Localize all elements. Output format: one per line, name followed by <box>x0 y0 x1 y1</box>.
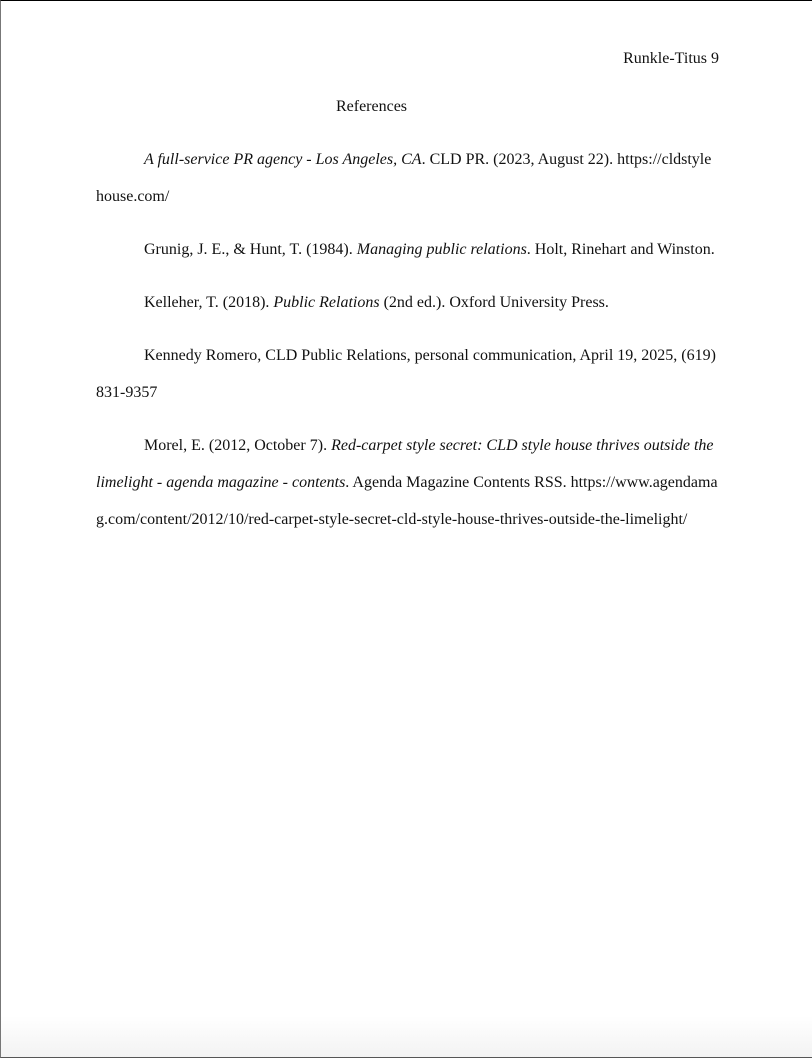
references-heading: References <box>335 98 408 115</box>
reference-entry-morel <box>96 427 718 538</box>
reference-entry-grunig <box>96 231 718 268</box>
reference-entry-cld-pr <box>96 141 718 215</box>
reference-title: Red-carpet style secret: CLD style house thrives outside the limelight - agenda magazine - contents <box>96 437 714 491</box>
reference-details: . Agenda Magazine Contents RSS. https://www.agendamag.com/content/2012/10/red-carpet-style-secret-cld-style-house-thrives-outside-the-limelight/ <box>96 474 718 528</box>
reference-details: (2nd ed.). Oxford University Press. <box>379 294 609 311</box>
reference-title: Managing public relations <box>356 241 527 258</box>
reference-title: A full-service PR agency - Los Angeles, CA <box>144 151 422 168</box>
reference-text: Kennedy Romero, CLD Public Relations, personal communication, April 19, 2025, (619) 831-9357 <box>96 347 716 401</box>
reference-authors: Morel, E. (2012, October 7). <box>144 437 332 454</box>
reference-list <box>96 141 718 538</box>
reference-entry-kelleher <box>96 284 718 321</box>
reference-title: Public Relations <box>273 294 380 311</box>
reference-details: . Holt, Rinehart and Winston. <box>526 241 715 258</box>
reference-authors: Grunig, J. E., & Hunt, T. (1984). <box>144 241 357 258</box>
reference-entry-romero <box>96 337 718 411</box>
running-head: Runkle-Titus 9 <box>623 50 719 67</box>
reference-authors: Kelleher, T. (2018). <box>144 294 274 311</box>
reference-details: . CLD PR. (2023, August 22). https://cldstylehouse.com/ <box>96 151 712 205</box>
